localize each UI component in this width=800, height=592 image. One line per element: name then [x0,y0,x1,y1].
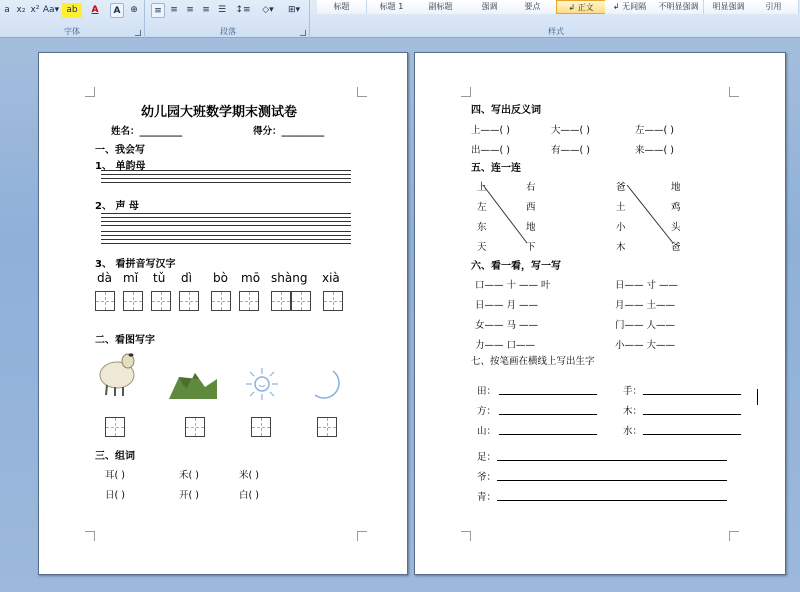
look-write-item: 日—— 寸 —— [615,280,679,291]
pinyin-text: xià [322,271,340,285]
borders-icon[interactable]: ⊞▾ [287,5,301,15]
right-page[interactable] [414,52,786,575]
match-item: 下 [526,242,536,253]
match-item: 鸡 [671,202,681,213]
styles-group-label: 样式 [548,27,564,36]
align-left-icon[interactable]: ≡ [151,3,165,18]
match-item: 小 [616,222,626,233]
antonym-item: 出——( ) [471,145,510,156]
align-center-icon[interactable]: ≡ [170,5,178,15]
font-color-button[interactable]: A [91,5,99,15]
pinyin-text: dà [97,271,112,285]
name-field-label: 姓名：_________ [111,126,183,137]
tianzige-box [105,417,125,437]
style-quote[interactable]: 引用 [749,0,799,14]
antonym-item: 左——( ) [635,125,674,136]
match-item: 上 [477,182,487,193]
styles-group [312,0,800,38]
tianzige-box [185,417,205,437]
crop-mark [85,531,95,541]
stroke-label: 木： [623,406,643,417]
shading-icon[interactable]: ◇▾ [262,5,274,15]
sheep-icon [95,349,139,397]
font-size-icon[interactable]: a [4,5,10,15]
pinyin-text: bò [213,271,228,285]
tianzige-box [291,291,311,311]
crop-mark [357,87,367,97]
subsection-heading: 2、 声 母 [95,201,139,212]
mountain-icon [169,369,217,401]
stroke-label: 青： [477,492,497,503]
antonym-item: 来——( ) [635,145,674,156]
look-write-item: 月—— 土—— [615,300,676,311]
look-write-item: 力—— 口—— [475,340,536,351]
look-write-item: 女—— 马 —— [475,320,539,331]
match-item: 西 [526,202,536,213]
change-case-button[interactable]: Aa▾ [42,5,60,15]
section-heading: 五、连一连 [471,163,521,174]
match-item: 爸 [671,242,681,253]
section-heading: 三、组词 [95,451,135,462]
write-line[interactable] [497,460,727,461]
line-spacing-icon[interactable]: ↕≡ [235,5,251,15]
match-item: 左 [477,202,487,213]
score-field-label: 得分：_________ [253,126,325,137]
tianzige-box [271,291,291,311]
stroke-label: 水： [623,426,643,437]
tianzige-box [239,291,259,311]
tianzige-box [211,291,231,311]
style-subtitle[interactable]: 副标题 [416,0,466,14]
stroke-label: 爷： [477,472,497,483]
word-item: 开( ) [179,490,199,501]
style-heading-1[interactable]: 标题 1 [367,0,417,14]
write-line[interactable] [499,434,597,435]
section-heading: 二、看图写字 [95,335,155,346]
antonym-item: 大——( ) [551,125,590,136]
font-group [0,0,145,38]
word-item: 耳( ) [105,470,125,481]
style-subtle-emphasis[interactable]: 不明显强调 [654,0,704,14]
pinyin-text: shàng [271,271,308,285]
sun-icon [244,367,280,401]
subsection-heading: 1、 单韵母 [95,161,146,172]
word-item: 米( ) [239,470,259,481]
subsection-heading: 3、 看拼音写汉字 [95,259,176,270]
look-write-item: 小—— 大—— [615,340,676,351]
match-item: 木 [616,242,626,253]
pinyin-text: mǐ [123,271,139,285]
pinyin-text: dì [181,271,192,285]
align-right-icon[interactable]: ≡ [186,5,194,15]
moon-icon [311,369,345,403]
match-item: 爸 [616,182,626,193]
match-item: 天 [477,242,487,253]
superscript-button[interactable]: x² [30,5,40,15]
style-no-spacing[interactable]: ↲ 无间隔 [605,0,655,14]
style-heading[interactable]: 标题 [317,0,367,14]
tianzige-box [151,291,171,311]
pinyin-text: tǔ [153,271,166,285]
stroke-label: 田： [477,386,497,397]
writing-lines [101,231,351,247]
section-heading: 七、按笔画在横线上写出生字 [471,356,595,367]
subscript-button[interactable]: x₂ [16,5,26,15]
writing-lines [101,170,351,186]
text-cursor [757,389,758,405]
justify-icon[interactable]: ≡ [202,5,210,15]
left-page[interactable] [38,52,408,575]
antonym-item: 有——( ) [551,145,590,156]
write-line[interactable] [643,414,741,415]
stroke-label: 方： [477,406,497,417]
highlight-icon[interactable]: ab [62,3,82,18]
pinyin-text: mō [241,271,261,285]
tianzige-box [251,417,271,437]
write-line[interactable] [497,500,727,501]
match-item: 地 [526,222,536,233]
ribbon [0,0,800,38]
paragraph-group [147,0,310,38]
char-shading-button[interactable]: A [110,3,124,18]
paragraph-group-label: 段落 [220,27,236,36]
look-write-item: 日—— 月 —— [475,300,539,311]
stroke-label: 手： [623,386,643,397]
write-line[interactable] [499,414,597,415]
font-dialog-launcher-icon[interactable] [135,30,141,36]
tianzige-box [95,291,115,311]
antonym-item: 上——( ) [471,125,510,136]
stroke-label: 山： [477,426,497,437]
style-normal[interactable]: ↲ 正文 [556,0,606,14]
stroke-label: 足： [477,452,497,463]
crop-mark [357,531,367,541]
tianzige-box [179,291,199,311]
tianzige-box [323,291,343,311]
style-strong[interactable]: 要点 [508,0,558,14]
crop-mark [85,87,95,97]
write-line[interactable] [643,394,741,395]
match-item: 头 [671,222,681,233]
section-heading: 四、写出反义词 [471,105,541,116]
section-heading: 六、看一看，写一写 [471,261,561,272]
enclose-char-icon[interactable]: ⊕ [130,5,138,15]
write-line[interactable] [643,434,741,435]
word-item: 禾( ) [179,470,199,481]
word-item: 白( ) [239,490,259,501]
word-item: 日( ) [105,490,125,501]
write-line[interactable] [497,480,727,481]
matching-lines [415,53,787,576]
font-group-label: 字体 [64,27,80,36]
match-item: 土 [616,202,626,213]
writing-lines [101,213,351,229]
paragraph-dialog-launcher-icon[interactable] [300,30,306,36]
match-item: 右 [526,182,536,193]
match-item: 地 [671,182,681,193]
match-item: 东 [477,222,487,233]
write-line[interactable] [499,394,597,395]
style-emphasis[interactable]: 强调 [465,0,515,14]
section-heading: 一、我会写 [95,145,145,156]
page-title: 幼儿园大班数学期末测试卷 [141,105,298,120]
distribute-icon[interactable]: ☰ [217,5,227,15]
tianzige-box [123,291,143,311]
style-intense-emphasis[interactable]: 明显强调 [704,0,754,14]
look-write-item: 门—— 人—— [615,320,676,331]
look-write-item: 口—— 十 —— 叶 [475,280,551,291]
tianzige-box [317,417,337,437]
